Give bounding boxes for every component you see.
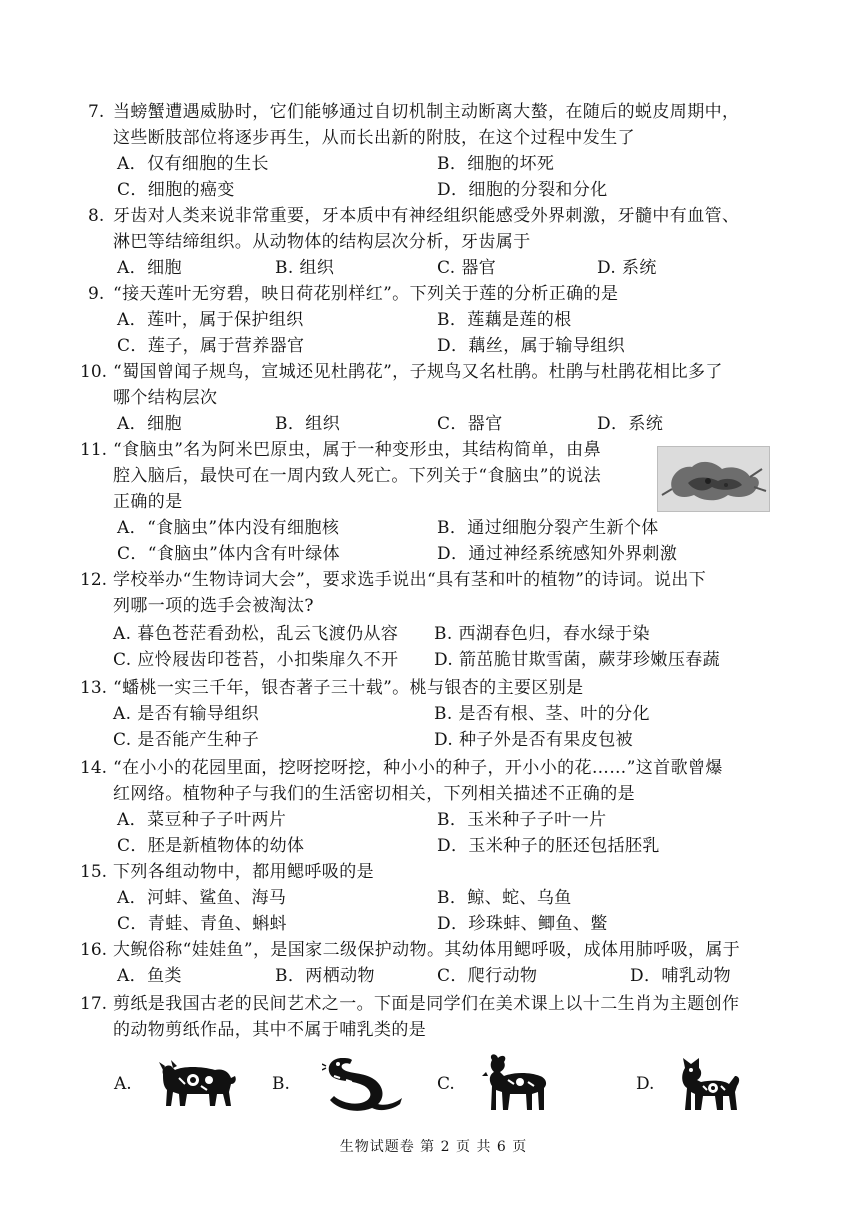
q9-option-c: C．莲子，属于营养器官: [117, 336, 305, 356]
q10-option-b: B．组织: [275, 414, 341, 434]
q8-option-b: B. 组织: [275, 258, 335, 278]
q10-stem-line1: “蜀国曾闻子规鸟，宣城还见杜鹃花”，子规鸟又名杜鹃。杜鹃与杜鹃花相比多了: [113, 362, 723, 382]
q14-option-a: A．菜豆种子子叶两片: [117, 810, 287, 830]
page-footer: 生物试题卷 第 2 页 共 6 页: [339, 1139, 528, 1155]
q15-stem-line1: 下列各组动物中，都用鳃呼吸的是: [113, 862, 374, 882]
q11-stem-line1: “食脑虫”名为阿米巴原虫，属于一种变形虫，其结构简单，由鼻: [113, 440, 601, 460]
q16-option-c: C．爬行动物: [437, 966, 538, 986]
q10-number: 10.: [80, 362, 108, 382]
q15-number: 15.: [80, 862, 108, 882]
q8-option-c: C. 器官: [437, 258, 497, 278]
q14-stem-line2: 红网络。植物种子与我们的生活密切相关，下列相关描述不正确的是: [113, 784, 635, 804]
q16-option-d: D．哺乳动物: [630, 966, 732, 986]
q17-stem-line1: 剪纸是我国古老的民间艺术之一。下面是同学们在美术课上以十二生肖为主题创作: [113, 994, 740, 1014]
q12-option-c: C. 应怜屐齿印苍苔，小扣柴扉久不开: [113, 650, 399, 670]
q8-stem-line2: 淋巴等结缔组织。从动物体的结构层次分析，牙齿属于: [113, 232, 531, 252]
snake-papercut-icon: [322, 1050, 406, 1120]
q13-option-c: C. 是否能产生种子: [113, 730, 260, 750]
q8-option-d: D. 系统: [597, 258, 657, 278]
q8-number: 8.: [88, 206, 105, 226]
q17-number: 17.: [80, 994, 108, 1014]
q8-stem-line1: 牙齿对人类来说非常重要，牙本质中有神经组织能感受外界刺激，牙髓中有血管、: [113, 206, 740, 226]
goat-papercut-icon: [482, 1050, 552, 1120]
q7-number: 7.: [88, 102, 105, 122]
q13-option-a: A. 是否有输导组织: [113, 704, 260, 724]
q15-option-b: B．鲸、蛇、乌鱼: [437, 888, 572, 908]
q10-stem-line2: 哪个结构层次: [113, 388, 218, 408]
q7-option-c: C．细胞的癌变: [117, 180, 235, 200]
q11-stem-line2: 腔入脑后，最快可在一周内致人死亡。下列关于“食脑虫”的说法: [113, 466, 601, 486]
q13-stem-line1: “蟠桃一实三千年，银杏著子三十载”。桃与银杏的主要区别是: [113, 678, 584, 698]
q11-option-b: B．通过细胞分裂产生新个体: [437, 518, 659, 538]
q9-option-b: B．莲藕是莲的根: [437, 310, 572, 330]
q11-option-a: A．“食脑虫”体内没有细胞核: [117, 518, 340, 538]
ox-papercut-icon: [157, 1056, 239, 1116]
q17-option-a: A.: [114, 1074, 132, 1094]
q9-stem-line1: “接天莲叶无穷碧，映日荷花别样红”。下列关于莲的分析正确的是: [113, 284, 619, 304]
q11-stem-line3: 正确的是: [113, 492, 183, 512]
dog-papercut-icon: [677, 1052, 743, 1118]
q13-number: 13.: [80, 678, 108, 698]
q17-stem-line2: 的动物剪纸作品，其中不属于哺乳类的是: [113, 1020, 427, 1040]
q17-option-b: B.: [272, 1074, 290, 1094]
q7-stem-line1: 当螃蟹遭遇威胁时，它们能够通过自切机制主动断离大螯，在随后的蜕皮周期中，: [113, 102, 740, 122]
q16-option-b: B．两栖动物: [275, 966, 375, 986]
q16-option-a: A．鱼类: [117, 966, 182, 986]
q11-option-c: C．“食脑虫”体内含有叶绿体: [117, 544, 340, 564]
amoeba-micrograph-image: [657, 446, 770, 512]
q14-number: 14.: [80, 758, 108, 778]
q14-stem-line1: “在小小的花园里面，挖呀挖呀挖，种小小的种子，开小小的花……”这首歌曾爆: [113, 758, 723, 778]
q11-option-d: D．通过神经系统感知外界刺激: [437, 544, 678, 564]
q17-option-d: D.: [636, 1074, 655, 1094]
q7-option-b: B．细胞的坏死: [437, 154, 555, 174]
q7-option-d: D．细胞的分裂和分化: [437, 180, 608, 200]
q14-option-d: D．玉米种子的胚还包括胚乳: [437, 836, 660, 856]
q13-option-b: B. 是否有根、茎、叶的分化: [434, 704, 650, 724]
q7-stem-line2: 这些断肢部位将逐步再生，从而长出新的附肢，在这个过程中发生了: [113, 128, 635, 148]
q16-stem-line1: 大鲵俗称“娃娃鱼”，是国家二级保护动物。其幼体用鳃呼吸，成体用肺呼吸，属于: [113, 940, 741, 960]
q12-option-d: D. 箭茁脆甘欺雪菌，蕨芽珍嫩压春蔬: [434, 650, 721, 670]
q10-option-d: D．系统: [597, 414, 664, 434]
q9-option-a: A．莲叶，属于保护组织: [117, 310, 304, 330]
q7-option-a: A．仅有细胞的生长: [117, 154, 269, 174]
q15-option-d: D．珍珠蚌、鲫鱼、鳖: [437, 914, 608, 934]
q10-option-c: C．器官: [437, 414, 503, 434]
q8-option-a: A．细胞: [117, 258, 182, 278]
q15-option-a: A．河蚌、鲨鱼、海马: [117, 888, 287, 908]
q15-option-c: C．青蛙、青鱼、蝌蚪: [117, 914, 288, 934]
q9-number: 9.: [88, 284, 105, 304]
q13-option-d: D. 种子外是否有果皮包被: [434, 730, 634, 750]
q10-option-a: A．细胞: [117, 414, 182, 434]
q12-stem-line1: 学校举办“生物诗词大会”，要求选手说出“具有茎和叶的植物”的诗词。说出下: [113, 570, 707, 590]
q12-stem-line2: 列哪一项的选手会被淘汰?: [113, 596, 314, 616]
q17-option-c: C.: [437, 1074, 455, 1094]
q12-option-a: A. 暮色苍茫看劲松，乱云飞渡仍从容: [113, 624, 399, 644]
q16-number: 16.: [80, 940, 108, 960]
q14-option-c: C．胚是新植物体的幼体: [117, 836, 305, 856]
q11-number: 11.: [80, 440, 108, 460]
q14-option-b: B．玉米种子子叶一片: [437, 810, 607, 830]
q12-number: 12.: [80, 570, 108, 590]
q12-option-b: B. 西湖春色归，春水绿于染: [434, 624, 650, 644]
q9-option-d: D．藕丝，属于输导组织: [437, 336, 626, 356]
